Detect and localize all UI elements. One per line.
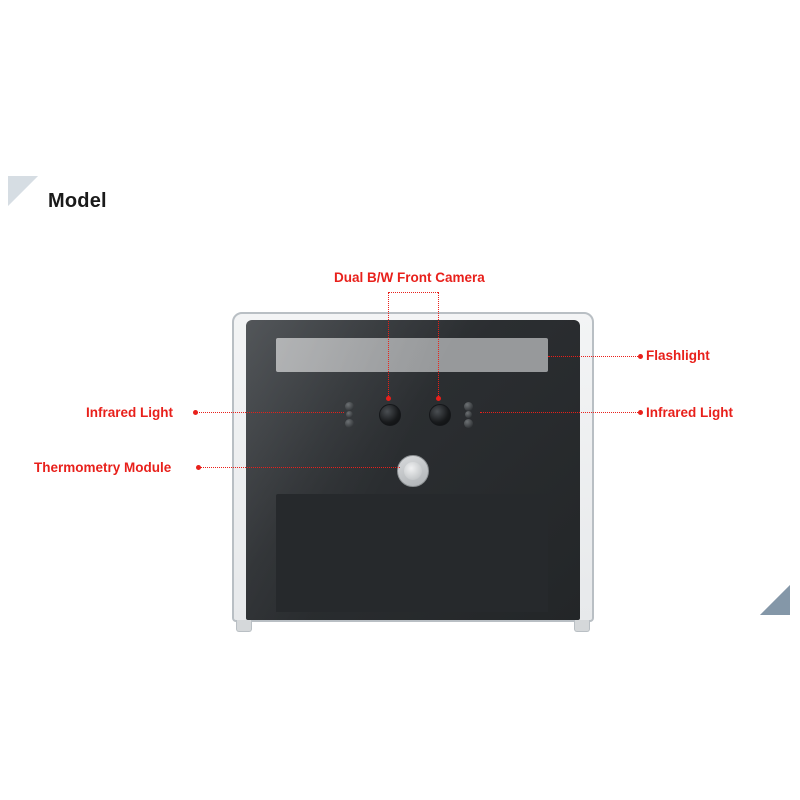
infrared-dot bbox=[464, 402, 473, 411]
callout-label-thermometry-module: Thermometry Module bbox=[34, 460, 172, 475]
callout-label-flashlight: Flashlight bbox=[646, 348, 710, 363]
infrared-dot bbox=[345, 419, 354, 428]
device-foot-left bbox=[236, 620, 252, 632]
front-camera-right-lens bbox=[429, 404, 451, 426]
corner-decoration-top-left-dark bbox=[8, 176, 38, 206]
infrared-dot bbox=[465, 411, 472, 418]
front-camera-left-lens bbox=[379, 404, 401, 426]
corner-decoration-bottom-right-dark bbox=[760, 585, 790, 615]
device-illustration bbox=[232, 312, 594, 632]
infrared-light-left-cluster bbox=[345, 402, 354, 428]
device-foot-right bbox=[574, 620, 590, 632]
display-screen bbox=[276, 494, 548, 612]
callout-label-infrared-light-left: Infrared Light bbox=[86, 405, 173, 420]
infrared-dot bbox=[464, 419, 473, 428]
flashlight-bar-sheen bbox=[276, 338, 548, 372]
callout-label-dual-bw-front-camera: Dual B/W Front Camera bbox=[334, 270, 485, 285]
thermometry-module-sensor bbox=[404, 462, 422, 480]
infrared-dot bbox=[346, 411, 353, 418]
infrared-dot bbox=[345, 402, 354, 411]
page-title: Model bbox=[48, 190, 107, 212]
callout-label-infrared-light-right: Infrared Light bbox=[646, 405, 733, 420]
infrared-light-right-cluster bbox=[464, 402, 473, 428]
